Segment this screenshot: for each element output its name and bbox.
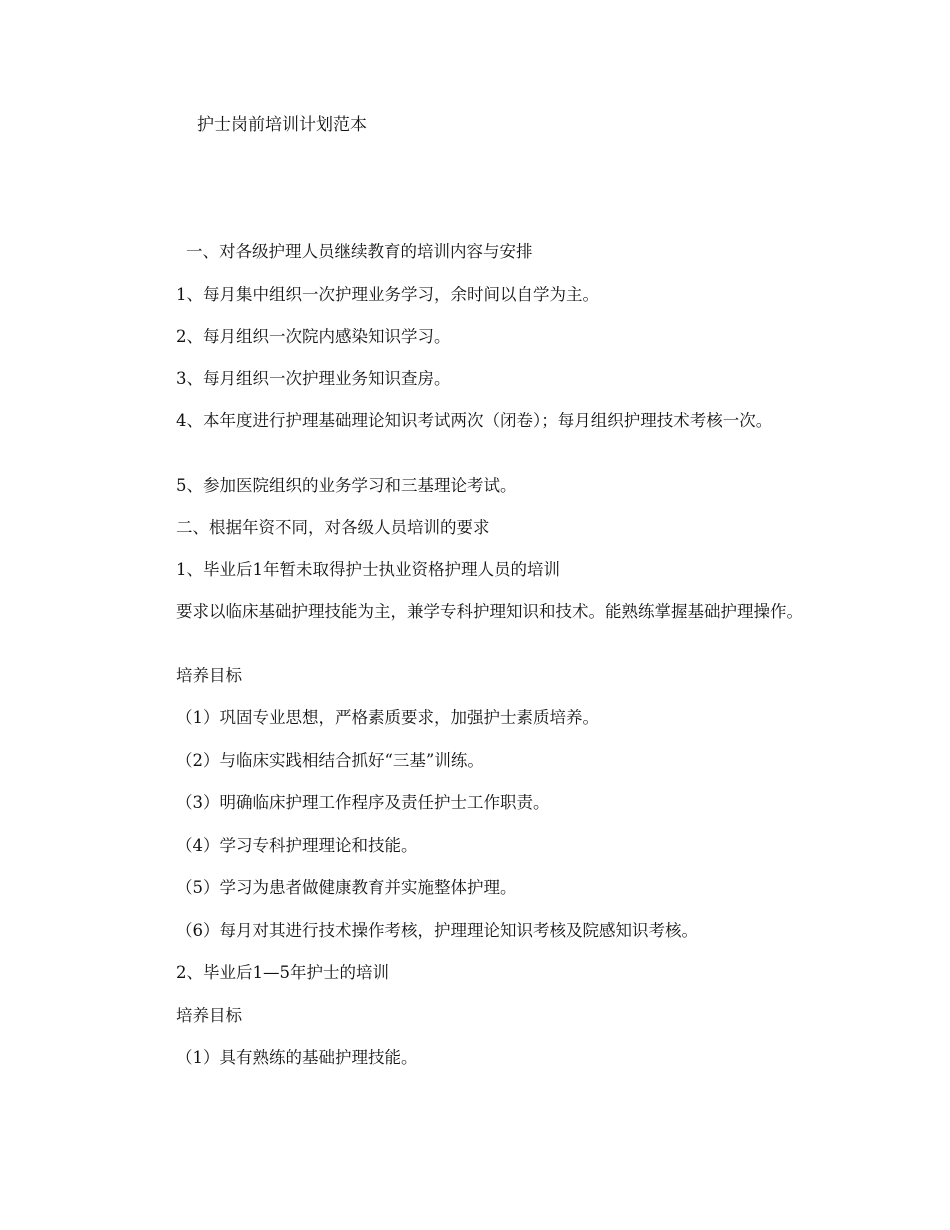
paragraph: 2、每月组织一次院内感染知识学习。 [176,327,451,346]
paragraph: 1、每月集中组织一次护理业务学习，余时间以自学为主。 [176,285,599,304]
paragraph: 4、本年度进行护理基础理论知识考试两次（闭卷）；每月组织护理技术考核一次。 [176,411,773,430]
list-item: （1）巩固专业思想，严格素质要求，加强护士素质培养。 [176,708,599,727]
paragraph: 5、参加医院组织的业务学习和三基理论考试。 [176,476,517,495]
list-item: （2）与临床实践相结合抓好“三基”训练。 [176,751,484,770]
document-title: 护士岗前培训计划范本 [197,115,367,135]
paragraph: 2、毕业后1—5年护士的培训 [176,963,389,982]
subheading: 培养目标 [176,1006,242,1025]
paragraph: 要求以临床基础护理技能为主，兼学专科护理知识和技术。能熟练掌握基础护理操作。 [176,602,803,621]
list-item: （3）明确临床护理工作程序及责任护士工作职责。 [176,793,550,812]
list-item: （5）学习为患者做健康教育并实施整体护理。 [176,878,517,897]
section-heading-1: 一、对各级护理人员继续教育的培训内容与安排 [186,242,533,261]
subheading: 培养目标 [176,666,242,685]
list-item: （1）具有熟练的基础护理技能。 [176,1048,418,1067]
list-item: （6）每月对其进行技术操作考核，护理理论知识考核及院感知识考核。 [176,921,698,940]
list-item: （4）学习专科护理理论和技能。 [176,836,418,855]
paragraph: 3、每月组织一次护理业务知识查房。 [176,369,451,388]
section-heading-2: 二、根据年资不同，对各级人员培训的要求 [176,518,490,537]
paragraph: 1、毕业后1年暂未取得护士执业资格护理人员的培训 [176,560,560,579]
